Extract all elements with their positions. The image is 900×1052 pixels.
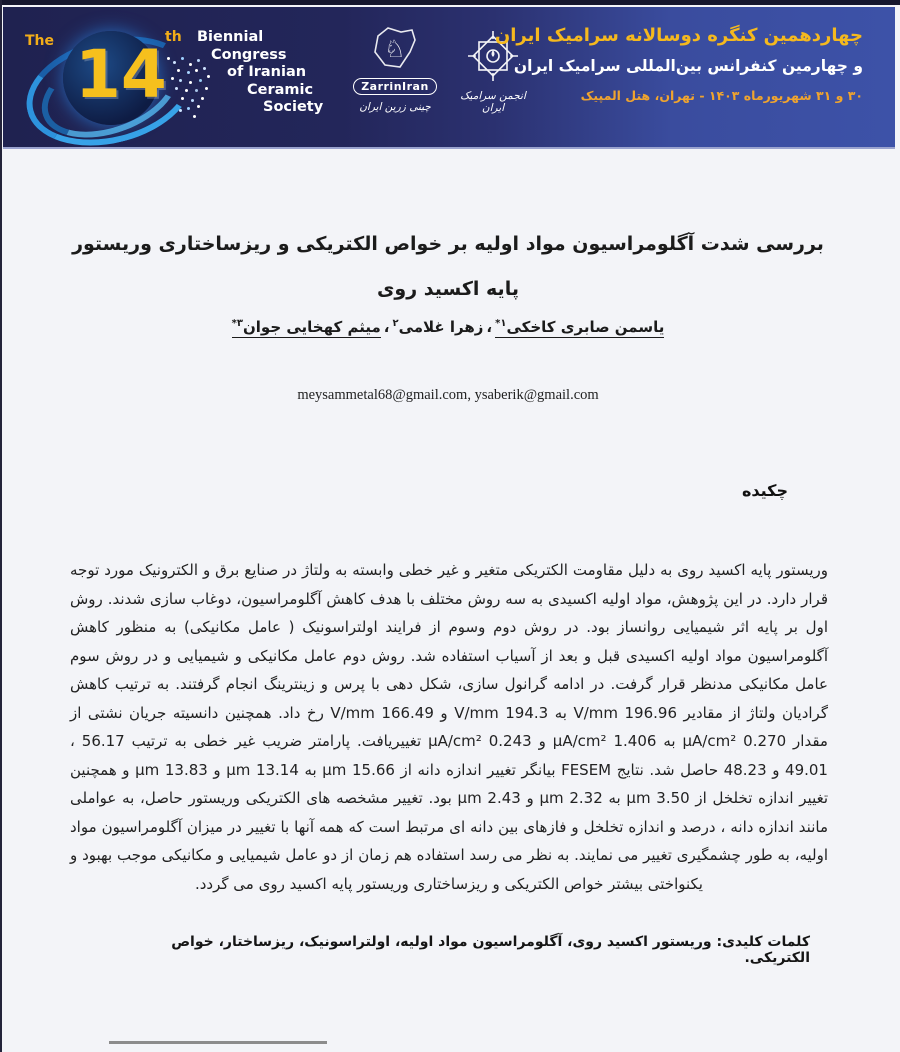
paper-title-line2: پایه اکسید روی <box>377 278 519 300</box>
congress-line: of Iranian <box>227 64 307 80</box>
logo-the-text: The <box>25 33 55 49</box>
authors-line <box>70 318 826 336</box>
window-left-border <box>0 0 2 1052</box>
paper-title <box>70 222 826 312</box>
congress-line: Society <box>263 99 324 115</box>
author-2: زهرا غلامی$^۲$ <box>392 318 484 336</box>
iran-map-horse-icon <box>371 25 419 75</box>
author-emails: meysammetal68@gmail.com, ysaberik@gmail.com <box>297 387 599 403</box>
logo-14-number: 14 <box>75 36 167 113</box>
congress-line: Biennial <box>197 29 264 45</box>
author-2-superscript: ۲ <box>392 318 399 329</box>
zarrin-fa-caption: چینی زرین ایران <box>359 101 431 113</box>
author-1: یاسمن صابری کاخکی$^{۱*}$ <box>495 318 665 336</box>
conference-banner <box>3 7 895 149</box>
abstract-heading: چکیده <box>741 481 788 500</box>
author-3-superscript: ۳* <box>231 318 243 329</box>
keywords-line: کلمات کلیدی: وریستور اکسید روی، آگلومراسیون مواد اولیه، اولتراسونیک، ریزساختار، خواص الکتریکی. <box>171 934 810 966</box>
abstract-text: وریستور پایه اکسید روی به دلیل مقاومت الکتریکی متغیر و غیر خطی وابسته به ولتاژ در صنایع برق و الکترونیک مورد توجه قرار دارد. در این پژوهش، مواد اولیه اکسیدی به سه روش مختلف با هدف کاهش آگلومراسیون، دوغاب سازی شدند. روش اول بر پایه اثر شیمیایی روانساز بود. در روش دوم وسوم از فرایند اولتراسونیک ( عامل مکانیکی) به منظور کاهش آگلومراسیون مواد اولیه اکسیدی قبل و بعد از آسیاب استفاده شد. روش دوم عامل مکانیکی و شیمیایی و در روش سوم عامل مکانیکی مدنظر قرار گرفت. در ادامه گرانول سازی، شکل دهی با پرس و زینترینگ انجام گرفتند. به ترتیب کاهش گرادیان ولتاژ از مقادیر 196.96 V/mm به 194.3 V/mm و 166.49 V/mm رخ داد. همچنین دانسیته جریان نشتی از مقدار 0.270 µA/cm² به 1.406 µA/cm² و 0.243 µA/cm² تغییریافت. پارامتر ضریب غیر خطی به ترتیب 56.17 ، 49.01 و 48.23 حاصل شد. نتایج FESEM بیانگر تغییر اندازه دانه از 15.66 µm به 13.14 µm و 13.83 µm و همچنین تغییر اندازه تخلخل از 3.50 µm به 2.32 µm و 2.43 µm بود. تغییر مشخصه های الکتریکی وریستور حاصل، به عواملی مانند اندازه دانه ، درصد و اندازه تخلخل و فازهای بین دانه ای مرتبط است که همه آنها با تغییر در میزان آگلومراسیون مواد اولیه، به طور چشمگیری تغییر می نمایند. به نظر می رسد استفاده هم زمان از دو عامل شیمیایی و مکانیکی موجب بهبود و یکنواختی بیشتر خواص الکتریکی و ریزساختاری وریستور پایه اکسید روی می گردد. <box>70 561 829 893</box>
conference-title-fa <box>495 25 863 103</box>
particle-dots-icon <box>167 57 170 60</box>
congress-line: Ceramic <box>247 81 314 98</box>
congress-line: Congress <box>211 46 287 63</box>
zarrin-iran-logo <box>347 25 443 113</box>
conference-title-fa-line1: چهاردهمین کنگره دوسالانه سرامیک ایران <box>494 25 863 46</box>
author-3: میثم کهخایی جوان$^{۳*}$ <box>231 318 381 336</box>
logo-th-text: th <box>165 29 182 45</box>
author-1-superscript: ۱* <box>495 318 507 329</box>
window-top-border <box>0 0 900 5</box>
footnote-separator-rule <box>109 1041 327 1044</box>
zarrin-wordmark: ZarrinIran <box>353 78 437 95</box>
congress-name-en <box>197 29 347 117</box>
society-fa-caption: انجمن سرامیک ایران <box>460 90 526 114</box>
paper-title-line1: بررسی شدت آگلومراسیون مواد اولیه بر خواص الکتریکی و ریزساختاری وریستور <box>72 233 824 255</box>
conference-date-location: ۳۰ و ۳۱ شهریورماه ۱۴۰۳ - تهران، هتل المپیک <box>580 88 863 103</box>
author-separator: ، <box>383 318 390 336</box>
svg-text:♘: ♘ <box>384 35 406 63</box>
congress-14th-logo <box>17 17 217 139</box>
conference-title-fa-line2: و چهارمین کنفرانس بین‌المللی سرامیک ایران <box>513 57 863 75</box>
author-separator: ، <box>486 318 493 336</box>
